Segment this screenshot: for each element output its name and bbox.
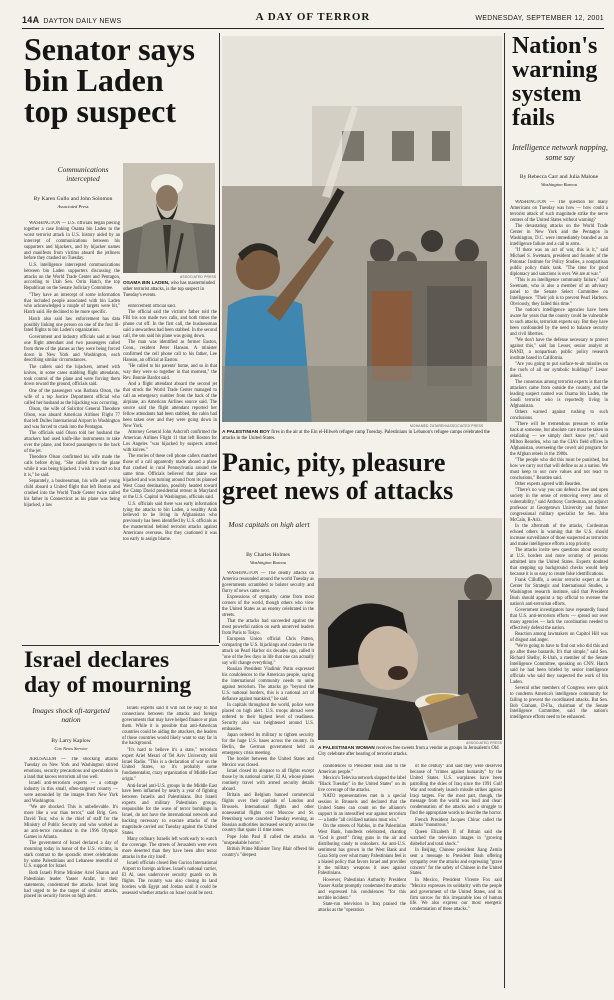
paragraph: The official said the victim's father told the FBI his son made two calls, and both times the phone cut off. In the first call, the businessman said a stewardess had been stabbed. In the second call, the son said his plane was going down. <box>123 310 217 339</box>
paragraph: Expressions of sympathy came from most corners of the world, though others who view the United States as an enemy celebrated in the streets. <box>222 595 314 618</box>
paper-name: DAYTON DAILY NEWS <box>43 18 122 25</box>
page-number: 14A <box>22 15 40 25</box>
paragraph: Reaction among lawmakers on Capitol Hill was of disgust and anger. <box>510 631 608 643</box>
story2-deck: Most capitals on high alert <box>228 520 310 529</box>
story1-photo-caption: OSAMA BIN LADEN, who has masterminded other terrorist attacks, is the top suspect in Tuesday's events. <box>123 281 215 298</box>
paragraph: Other experts agreed with Bearden. <box>515 481 582 487</box>
paragraph: Several other members of Congress were quick to condemn America's intelligence community for failing to prevent the coordinated attacks. But Sen. Bob Graham, D-Fla., chairman of the Senate Intelligence Committee, said the nation's intelligence efforts need to be enhanced. <box>510 685 608 721</box>
paragraph: Israeli experts said it will not be easy to find connections between the attacks and foreign governments that may have helped finance or plan them. While it is possible that anti-American countries could be aiding the attackers, the leaders of those countries would likely want to stay far in the background. <box>122 706 217 747</box>
photo1-caption: A PALESTINIAN BOY fires in the air at the Ein el-Hilweh refugee camp Tuesday. Palestinians in Lebanon's refugee camps celebrated the attacks in the United States. <box>222 430 490 441</box>
paragraph: "This is an intelligence community failure," said Swetnam, who is also a member of an advisory panel to the Senate Select Committee on Intelligence. "Their job is to prevent Pearl Harbors. Obviously, they failed this time." <box>510 277 608 307</box>
bin-laden-photo <box>123 163 215 273</box>
story3-column-2 <box>122 706 217 996</box>
story2-column-1 <box>222 571 314 996</box>
paragraph: "If there was an act of war, this is it," said Michael S. Swetnam, president and founder of the Potomac Institute for Policy Studies, a nonpartisan public policy think tank. "The time for good diplomacy and sanctions is over. We are at war." <box>510 248 608 277</box>
paragraph: European Union official Chris Patten, comparing the U.S. hijackings and crashes to the attack on Pearl Harbor six decades ago, called it "one of the few days in life that one can actually say will change everything." <box>222 637 314 666</box>
paragraph: State-run television in Iraq praised the attacks as the "operation <box>318 901 406 913</box>
paragraph: Attorney General John Ashcroft confirmed the American Airlines Flight 11 that left Boston for Los Angeles "was hijacked by suspects armed with knives." <box>123 429 217 453</box>
page-header <box>22 10 604 29</box>
story4-deck: Intelligence network napping, some say <box>512 143 608 162</box>
column-rule <box>219 33 220 643</box>
palestinian-woman-photo <box>318 518 502 740</box>
paragraph: Mexico's Televisa network slapped the label "Black Tuesday" in the United States" on its live coverage of the attacks. <box>318 776 406 794</box>
paragraph: condolences to President Bush and to the American people." <box>318 764 406 775</box>
paragraph: "There's no way you can defend a free and open society in the sense of removing every area of vulnerability," said Anthony Cordesman, an adjunct professor at Georgetown University and former congressional military specialist for Sen. John McCain, R-Ariz. <box>510 488 608 523</box>
paragraph: The devastating attacks on the World Trade Center in New York and the Pentagon in Washington, D.C. were immediately branded as an intelligence failure and a call to arms. <box>510 224 608 247</box>
paragraph: However, Palestinian Authority President Yasser Arafat promptly condemned the attacks and expressed his condolences "for this terrible incident." <box>318 877 406 901</box>
story4-headline: Nation's warning system fails <box>512 33 598 131</box>
bin-laden-portrait <box>123 163 215 273</box>
paragraph: "He called to his parents' home, and so in that way they were so together in that moment," the Rev. Bonnie Bardot said. <box>123 364 217 382</box>
story2-byline: By Charles Holmes Washington Bureau <box>246 552 290 565</box>
paragraph: JERUSALEM — The shocking attacks Tuesday on New York and Washington stirred emotions, security precautions and speculation in a land that knows terrorism all too well. <box>24 757 118 780</box>
paragraph: WASHINGTON — The deadly attacks on America resounded around the world Tuesday as governments scrambled to bolster security and flurry of news came next. <box>222 571 314 594</box>
paragraph: "They have an intercept of some information that included people associated with bin Laden who acknowledged a couple of targets were hit," Hatch said. He declined to be more specific. <box>24 292 120 316</box>
paragraph: "Are you going to put surface-to-air missiles on the roofs of all our symbolic buildings?" Lesser asked. <box>510 361 608 379</box>
paragraph: Others warned against rushing to such conclusions. <box>510 409 608 421</box>
paragraph: Separately, a businessman, his wife and young child aboard a United flight that left Boston and crashed into the World Trade Center twice called his father in Connecticut as his plane was being hijacked, a law <box>24 478 120 508</box>
paragraph: "There will be tremendous pressure to strike back at someone, but absolute care must be taken in retaliating — we simply don't know yet," said Milton Bearden, who ran the CIA's field offices in Afghanistan, overseeing the covert aid program for the Afghan rebels in the 1980s. <box>510 422 608 457</box>
page-date: WEDNESDAY, SEPTEMBER 12, 2001 <box>475 15 604 22</box>
paragraph: Japan ordered its military to tighten security for the huge U.S. bases across the country. In Berlin, the German government held an emergency crisis meeting. <box>222 732 314 756</box>
paragraph: In capitals throughout the world, police were placed on high alert. U.S. troops abroad were ordered to their highest level of readiness. Security also was heightened around U.S. embassies. <box>222 702 314 732</box>
old-city-scene <box>318 518 502 740</box>
paragraph: Frank Cilluffo, a senior terrorist expert at the Center for Strategic and International Studies, a Washington research institute, said that President Bush should appoint a top official to oversee the nation's anti-terrorism efforts. <box>510 577 608 607</box>
paragraph: The border between the United States and Mexico was closed. <box>222 756 314 768</box>
story3-column-1 <box>24 757 118 996</box>
story2-headline: Panic, pity, pleasure greet news of attacks <box>222 448 454 505</box>
paragraph: Government investigators have repeatedly found that U.S. anti-terrorism efforts — spread out over many agencies — lack the coordination needed to effectively defend the nation. <box>510 607 608 631</box>
paragraph: WASHINGTON — The question for many Americans on Tuesday was how — how could a terrorist attack of such magnitude strike the nerve centers of the United States without warning? <box>510 200 608 223</box>
story4-column <box>510 200 608 996</box>
refugee-camp-scene <box>222 36 502 422</box>
paragraph: Government and industry officials said at least one flight attendant and two passengers called from three of the planes as they were being forced down in New York and Washington, each describing similar circumstances. <box>24 334 120 364</box>
paragraph: The government of Israel declared a day of mourning today in honor of the U.S. victims, in stark contrast to the sporadic street celebrations by some Palestinians and Lebanese resentful of U.S. support for Israel. <box>24 840 118 870</box>
paragraph: And a flight attendant aboard the second jet that struck the World Trade Center managed to call an emergency number from the back of the airplane, an American Airlines source said. The source said the flight attendant reported her fellow attendants had been stabbed, the cabin had been taken over and they were going down in New York. <box>123 382 217 429</box>
paragraph: Britain and Belgium banned commercial flights over their capitals of London and Brussels. International flights and other nonessential flights over Moscow and St. Petersburg were canceled Tuesday evening, as Russian authorities increased security across the country that spans 11 time zones. <box>222 793 314 834</box>
story1-byline: By Karen Gullo and John Solomon Associated Press <box>33 196 113 209</box>
paragraph: Both Israeli Prime Minister Ariel Sharon and Palestinian leader Yasser Arafat, in their statements, condemned the attacks. Israel long had urged to be the target of similar attacks, placed its security forces on high alert. <box>24 870 118 900</box>
story1-deck: Communications intercepted <box>57 165 109 183</box>
paragraph: Hatch also said law enforcement has data possibly linking one person on one of the four ill-fated flights to bin Laden's organization. <box>24 316 120 334</box>
paragraph: In the aftermath of the attacks, Cordesman echoed others in warning that the U.S. should increase surveillance of those suspected as terrorists and make intelligence efforts a top priority. <box>510 524 608 547</box>
paragraph: "We don't have the defense necessary to protect against this," said Ian Lesser, senior analyst at RAND, a nonpartisan public policy research institute based in California. <box>510 337 608 361</box>
story1-photo-credit: ASSOCIATED PRESS <box>180 275 217 279</box>
photo1-credit: MOHAMED ZATAREH/ASSOCIATED PRESS <box>410 424 484 428</box>
paragraph: WASHINGTON — U.S. officials began piecing together a case linking Osama bin Laden to the worst terrorist attack in U.S. history aided by an intercept of communications between his supporters and hijackers, and by hijacker names and manifests from victims aboard the jetliners before they crashed on Tuesday. <box>24 221 120 262</box>
paragraph: enforcement official said. <box>128 304 176 309</box>
paragraph: Israel closed its airspace to all flights except those by its national carrier, El Al, whose planes routinely travel with armed security details aboard. <box>222 769 314 792</box>
paragraph: Israeli officials closed Ben Gurion International Airport to foreign airlines. Israel's national carrier, El Al, uses undercover security guards on its flights. The country was also closing its land borders with Egypt and Jordan until it could be assessed whether attacks on Israel could be next. <box>122 861 217 896</box>
paragraph: Russian President Vladimir Putin expressed his condolences to the American people, saying the international community needs to unite against terrorism. The attacks go "beyond the U.S. national borders, this is a national act of defiance against mankind," he said. <box>222 667 314 702</box>
paragraph: French President Jacques Chirac called the attacks "monstrous." <box>410 817 502 829</box>
paragraph: "It's hard to believe it's a state," terrorism expert Ariel Merari of Tel Aviv University told Israel Radio. "This is a declaration of war on the United States, so it's probably some fundamentalist, crazy organization of Middle East origin." <box>122 747 217 783</box>
story2-column-2 <box>318 764 406 996</box>
story1-column-2 <box>123 304 217 641</box>
paragraph: The stories of these cell phone callers matched those of a call apparently made aboard a plane that crashed in rural Pennsylvania around the same time. Officials believed that plane was hijacked and was turning around from its planned West Coast destination, possibly headed toward the Camp David presidential retreat in Maryland or the U.S. Capitol in Washington, officials said. <box>123 454 217 501</box>
paragraph: "The people who did this must be punished, but how we carry out that will define us as a nation. We must keep to our core values and not react to conclusions," Bearden said. <box>510 457 608 481</box>
paragraph: Queen Elizabeth II of Britain said she watched the television images in "growing disbelief and total shock." <box>410 829 502 847</box>
column-rule <box>504 33 505 988</box>
paragraph: Anti-Israel anti-U.S. groups in the Middle East have been inflamed by nearly a year of fighting between Israelis and Palestinians. But Israeli experts and military Palestinian groups, responsible for the wave of terror bombings in Israel, do not have the international network and backing necessary to execute attacks of the magnitude carried out Tuesday against the United States. <box>122 783 217 836</box>
story3-byline: By Larry Kaplow Cox News Service <box>51 738 91 751</box>
paragraph: One of the passengers was Barbara Olson, the wife of a top Justice Department official who called her husband as the hijacking was occurring. <box>24 388 120 406</box>
paragraph: The nation's intelligence agencies have been aware for years that the country could be vulnerable to such attacks, terrorism experts say. But they have been confounded by the need to balance security and civil liberties. <box>510 307 608 337</box>
paragraph: In Mexico, President Vicente Fox said "Mexico expresses its solidarity with the people and government of the United States, and its firm sorrow for this irreparable loss of human life. We also express our most energetic condemnation of these attacks." <box>410 877 502 913</box>
paragraph: Israeli anti-terrorism experts — a cottage industry in this small, often-targeted country — were astounded by the images from New York and Washington. <box>24 781 118 804</box>
paragraph: The consensus among terrorist experts is that the attackers came from outside the country, and the leading suspect named was Osama bin Laden, the Saudi terrorist who is reportedly living in Afghanistan. <box>510 379 608 409</box>
story3-headline: Israel declares day of mourning <box>24 647 192 698</box>
story4-byline: By Rebecca Carr and Julia Malone Washington Bureau <box>519 174 599 187</box>
paragraph: British Prime Minister Tony Blair offered his country's "deepest <box>222 846 314 858</box>
paragraph: NATO representatives met in a special session in Brussels and declared that the United States can count on the alliance's support in an intensified war against terrorism — a battle "all civilized nations must win." <box>318 794 406 823</box>
paragraph: "We are shocked. This is unbelievable. It's more like a war than terror," said Brig. Gen. David Tsur, who is the chief of staff for the Ministry of Public Security and who worked as an anti-terror consultant in the 1996 Olympic Games in Atlanta. <box>24 805 118 840</box>
paragraph: U.S. intelligence intercepted communications between bin Laden supporters discussing the attacks on the World Trade Center and Pentagon, according to Utah Sen. Orrin Hatch, the top Republican on the Senate Judiciary Committee. <box>24 262 120 292</box>
paragraph: of the century" and said they were deserved because of "crimes against humanity" by the United States. U.S. warplanes have been patrolling the skies of Iraq since the 1991 Gulf War and routinely launch missile strikes against Iraqi targets. For the most part, though, the message from the world was loud and clear: condemnation of the attacks and a struggle to find the appropriate words to describe the horror. <box>410 764 502 817</box>
story2-column-3 <box>410 764 502 996</box>
paragraph: "We're going to have to find out who did this and go after these bastards. It's that simple," said Sen. Richard Shelby, R-Utah, a member of the Senate Intelligence Committee, speaking on CNN. Hatch said he had been briefed by senior intelligence officials who said they suspected the work of bin Laden. <box>510 644 608 685</box>
paragraph: Theodore Olson confirmed his wife made the calls before dying. "She called from the plane while it was being hijacked. I wish it wasn't so but it is," he said. <box>24 454 120 478</box>
paragraph: Olson, the wife of Solicitor General Theodore Olson, was aboard American Airlines Flight 77 that left Dulles International Airport in Washington and was forced to crash into the Pentagon. <box>24 406 120 430</box>
section-title: A DAY OF TERROR <box>255 11 371 23</box>
paragraph: The callers said the hijackers, armed with knives, in some cases stabbing flight attendants, took control of the plane and were forcing them down toward the ground, officials said. <box>24 364 120 388</box>
paragraph: That the attacks had succeeded against the most powerful nation on earth unnerved leaders from Paris to Tokyo. <box>222 619 314 636</box>
photo2-caption: A PALESTINIAN WOMAN receives free sweets from a vendor as groups in Jerusalem's Old City celebrate after hearing of terrorist attacks. <box>318 746 499 757</box>
paragraph: On the streets of Nablus, in the Palestinian West Bank, hundreds celebrated, chanting "God is great!" firing guns in the air and distributing candy to onlookers. An anti-U.S. sentiment has grown in the West Bank and Gaza Strip over what many Palestinians feel is a biased policy that favors Israel and provides it the military weapons it uses against Palestinians. <box>318 824 406 877</box>
paragraph: Pope John Paul II called the attacks an "unspeakable horror." <box>222 834 314 846</box>
story3-deck: Images shock oft-targeted nation <box>32 706 110 724</box>
story1-column-1 <box>24 221 120 641</box>
paragraph: The officials said Olson told her husband the attackers had used knife-like instruments to take over the plane, and forced passengers to the back of the jet. <box>24 430 120 454</box>
section-rule <box>22 645 219 646</box>
paragraph: The attacks invite new questions about security at U.S. borders and more scrutiny of persons admitted into the United States. Experts doubted that stepping up background checks would help because it is so easy to create false identifications. <box>510 548 608 577</box>
paragraph: U.S. officials said there was early information tying the attacks to bin Laden, a wealthy Arab believed to be living in Afghanistan who previously has been identified by U.S. officials as the mastermind behind terrorist attacks against Americans overseas. But they cautioned it was too early to assign blame. <box>123 501 217 543</box>
palestinian-boy-photo <box>222 36 502 422</box>
story1-headline: Senator says bin Laden top suspect <box>24 31 195 129</box>
paragraph: In Beijing, Chinese president Jiang Zemin sent a message to President Bush offering sympathy over the attacks and expressing "grave concern" for the safety of Chinese in the United States. <box>410 847 502 877</box>
photo2-credit: ASSOCIATED PRESS <box>466 741 503 745</box>
paragraph: The man was identified as former Easton, Conn., resident Peter Hanson. A minister confirmed the cell phone call to his father, Lee Hanson, an official at Easton. <box>123 340 217 363</box>
paragraph: Many ordinary Israelis left work early to watch the coverage. The streets of Jerusalem were even more deserted than they have been after terror attacks in the city itself. <box>122 837 217 860</box>
